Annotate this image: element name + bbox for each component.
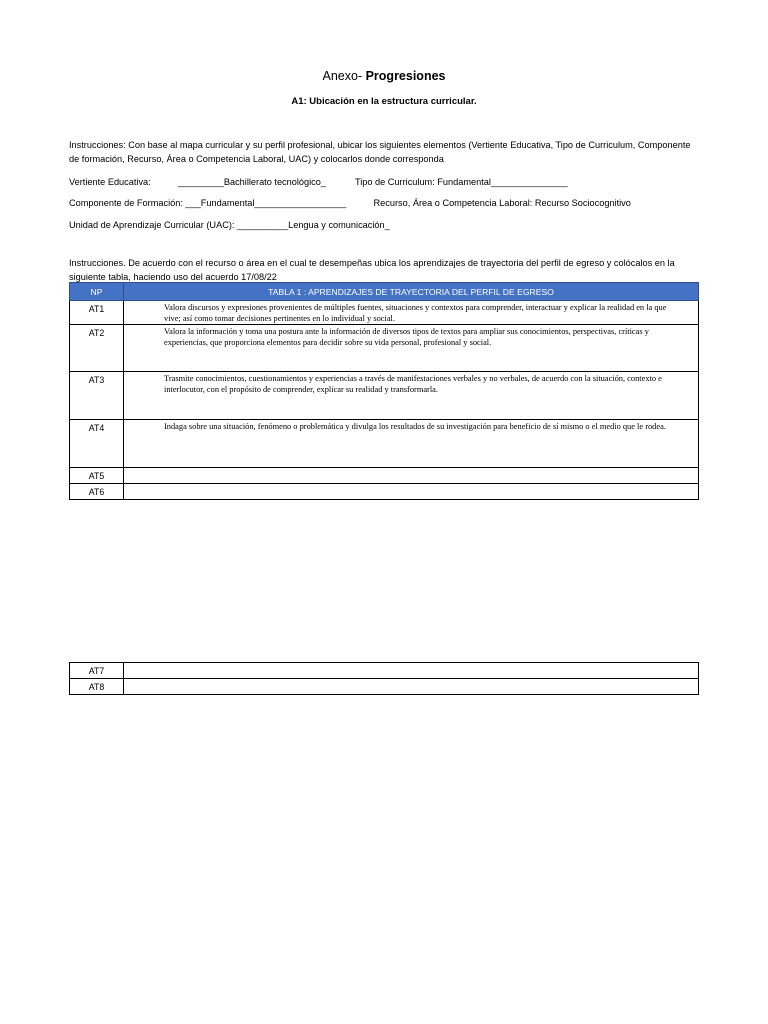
tipo-curriculum: Tipo de Curriculum: Fundamental_______________ [354,177,568,187]
row-description [124,468,699,484]
componente-formacion: Componente de Formación: ___Fundamental__________________ [69,198,347,208]
title-main: Progresiones [365,69,446,83]
table-row [70,420,699,468]
row-description [124,679,699,695]
vertiente-label: Vertiente Educativa: [69,177,151,187]
row-description: Valora la información y toma una postura ante la información de diversos tipos de textos para ampliar sus conocimientos, perspectivas, críticas y experiencias, que proporciona elementos para decidir sobre su vida personal, profesional y social. [124,325,699,372]
table-row [70,679,699,695]
page-title [0,69,768,83]
recurso-area: Recurso, Área o Competencia Laboral: Recurso Sociocognitivo [373,198,631,208]
row-np: AT8 [70,679,124,695]
table-row [70,484,699,500]
row-description: Trasmite conocimientos, cuestionamientos y experiencias a través de manifestaciones verbales y no verbales, de acuerdo con la situación, contexto e interlocutor, con el propósito de comprender, explicar su realidad y transformarla. [124,372,699,420]
table-aprendizajes [69,282,699,500]
header-np: NP [70,283,124,301]
row-np: AT7 [70,663,124,679]
instructions-paragraph-2: Instrucciones. De acuerdo con el recurso o área en el cual te desempeñas ubica los aprendizajes de trayectoria del perfil de egreso y colócalos en la siguiente tabla, haciendo uso del acuerdo 17/08/22 [69,258,675,282]
row-np: AT3 [70,372,124,420]
table-aprendizajes-continuation [69,662,699,695]
page-subtitle: A1: Ubicación en la estructura curricular. [291,96,477,107]
row-np: AT1 [70,301,124,325]
table-row [70,663,699,679]
row-description [124,663,699,679]
row-description: Indaga sobre una situación, fenómeno o problemática y divulga los resultados de su investigación para beneficio de sí mismo o el medio que le rodea. [124,420,699,468]
instructions-paragraph-1: Instrucciones: Con base al mapa curricular y su perfil profesional, ubicar los siguientes elementos (Vertiente Educativa, Tipo de Curriculum, Componente de formación, Recurso, Área o Competencia Laboral, UAC) y colocarlos donde corresponda [69,140,691,164]
table-row [70,325,699,372]
row-np: AT2 [70,325,124,372]
vertiente-value: _________Bachillerato tecnológico_ [177,177,326,187]
table-row [70,301,699,325]
row-np: AT4 [70,420,124,468]
row-description: Valora discursos y expresiones provenientes de múltiples fuentes, situaciones y contextos para comprender, interactuar y explicar la realidad en la que vive; así como tomar decisiones pertinentes en lo individual y social. [124,301,699,325]
row-np: AT5 [70,468,124,484]
componente-row [69,197,631,209]
table-row [70,468,699,484]
uac-row: Unidad de Aprendizaje Curricular (UAC): __________Lengua y comunicación_ [69,220,390,230]
header-title: TABLA 1 : APRENDIZAJES DE TRAYECTORIA DEL PERFIL DE EGRESO [124,283,699,301]
table-header-row [70,283,699,301]
row-np: AT6 [70,484,124,500]
vertiente-row [69,176,568,188]
table-row [70,372,699,420]
title-prefix: Anexo- [322,69,366,83]
row-description [124,484,699,500]
